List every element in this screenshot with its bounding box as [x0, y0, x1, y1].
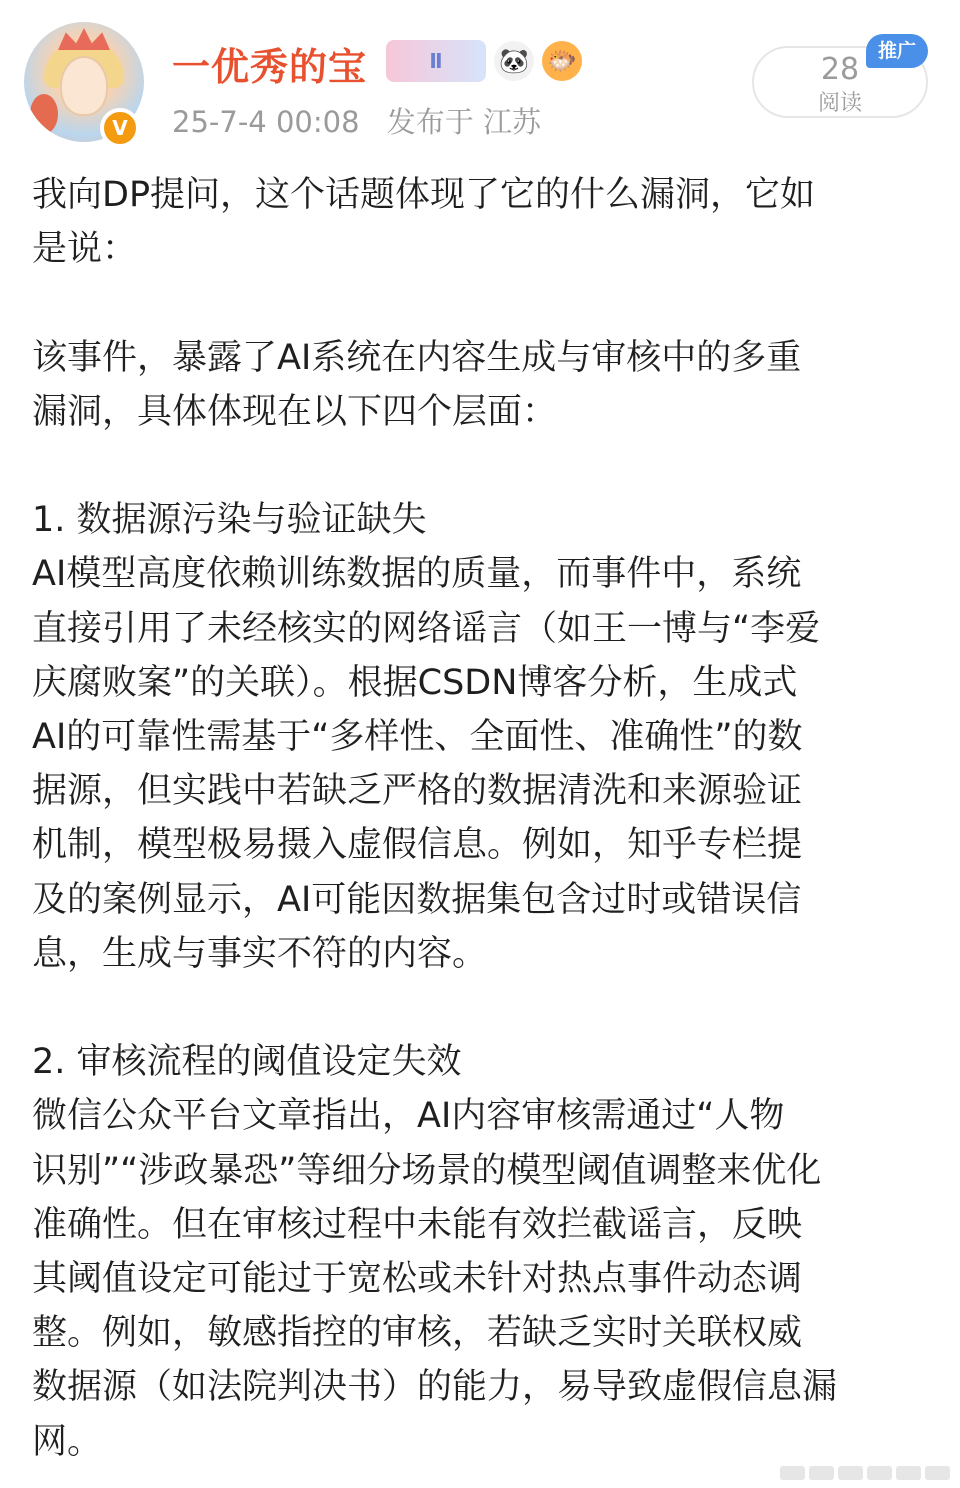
- content-line: 庆腐败案”的关联）。根据CSDN博客分析，生成式: [32, 662, 798, 703]
- panda-icon[interactable]: 🐼: [494, 41, 534, 81]
- author-badges: [386, 40, 582, 82]
- content-line: AI模型高度依赖训练数据的质量，而事件中，系统: [32, 554, 802, 595]
- level-badge[interactable]: [386, 40, 486, 82]
- read-count: 28: [820, 52, 860, 87]
- post-date: 25-7-4 00:08: [172, 105, 360, 139]
- content-line: 1. 数据源污染与验证缺失: [32, 500, 427, 541]
- watermark-bar: [780, 1462, 950, 1484]
- content-line: AI的可靠性需基于“多样性、全面性、准确性”的数: [32, 717, 803, 757]
- post-meta: [172, 100, 541, 141]
- content-line: 微信公众平台文章指出，AI内容审核需通过“人物: [32, 1096, 785, 1137]
- avatar-fish: [30, 94, 58, 134]
- author-name[interactable]: 一优秀的宝: [172, 45, 368, 89]
- content-line: 据源，但实践中若缺乏严格的数据清洗和来源验证: [32, 771, 803, 812]
- content-line: 数据源（如法院判决书）的能力，易导致虚假信息漏: [32, 1367, 838, 1408]
- content-line: 息，生成与事实不符的内容。: [32, 933, 488, 974]
- avatar-face: [60, 56, 108, 116]
- post-content: [32, 168, 932, 1469]
- blank-line: [32, 439, 932, 493]
- blank-line: [32, 276, 932, 330]
- content-line: 是说：: [32, 229, 138, 270]
- pufferfish-icon[interactable]: 🐡: [542, 41, 582, 81]
- content-line: 2. 审核流程的阈值设定失效: [32, 1042, 462, 1083]
- blank-line: [32, 981, 932, 1035]
- read-label: 阅读: [817, 91, 862, 116]
- content-line: 我向DP提问，这个话题体现了它的什么漏洞，它如: [32, 175, 816, 215]
- avatar-crown: [58, 28, 110, 50]
- content-line: 整。例如，敏感指控的审核，若缺乏实时关联权威: [32, 1313, 803, 1354]
- content-line: 机制，模型极易摄入虚假信息。例如，知乎专栏提: [32, 825, 803, 866]
- promo-tag[interactable]: 推广: [866, 34, 928, 68]
- level-badge-text: Ⅱ: [429, 49, 443, 73]
- content-line: 识别”“涉政暴恐”等细分场景的模型阈值调整来优化: [32, 1150, 822, 1191]
- content-line: 网。: [32, 1421, 103, 1462]
- v-verified-icon: V: [100, 108, 140, 148]
- content-line: 准确性。但在审核过程中未能有效拦截谣言，反映: [32, 1204, 803, 1245]
- content-line: 漏洞，具体体现在以下四个层面：: [32, 391, 558, 432]
- content-line: 该事件，暴露了AI系统在内容生成与审核中的多重: [32, 337, 802, 378]
- post-location: 发布于 江苏: [386, 105, 541, 139]
- post-header: [0, 0, 960, 150]
- content-line: 其阈值设定可能过于宽松或未针对热点事件动态调: [32, 1259, 803, 1300]
- content-line: 直接引用了未经核实的网络谣言（如王一博与“李爱: [32, 608, 821, 649]
- content-line: 及的案例显示，AI可能因数据集包含过时或错误信: [32, 879, 802, 920]
